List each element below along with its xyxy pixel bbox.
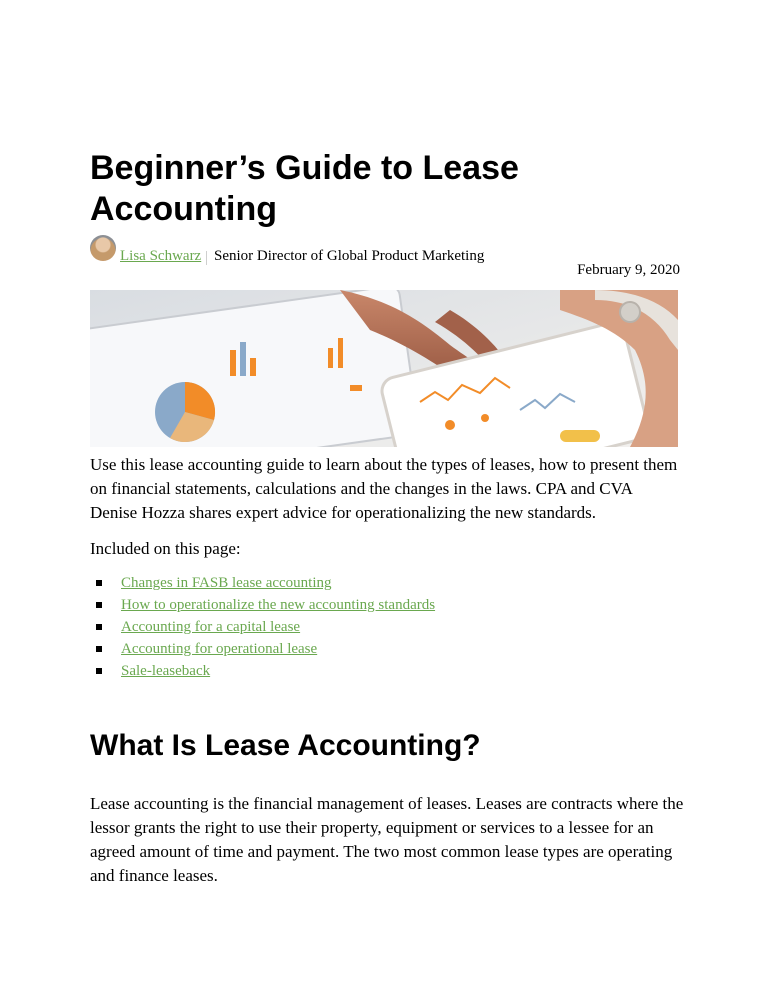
section-heading: What Is Lease Accounting? <box>90 729 481 762</box>
bullet-icon <box>96 602 102 608</box>
bullet-icon <box>96 580 102 586</box>
toc-link-operational-lease[interactable]: Accounting for operational lease <box>121 641 318 657</box>
author-role: Senior Director of Global Product Marketing <box>214 248 485 264</box>
avatar <box>90 235 116 261</box>
bullet-icon <box>96 668 102 674</box>
intro-paragraph: Use this lease accounting guide to learn about the types of leases, how to present them on financial statements, calculations and the changes in the laws. CPA and CVA Denise Hozza shares expert advice for operationalizing the new standards. <box>90 455 678 522</box>
publish-date: February 9, 2020 <box>577 262 680 278</box>
section-body: Lease accounting is the financial management of leases. Leases are contracts where the lessor grants the right to use their property, equipment or services to a lessee for an agreed amount of time and payment. The two most common lease types are operating and finance leases. <box>90 794 684 885</box>
hero-image <box>90 290 678 447</box>
bullet-icon <box>96 646 102 652</box>
toc-link-operationalize[interactable]: How to operationalize the new accounting standards <box>121 597 436 613</box>
toc-link-capital-lease[interactable]: Accounting for a capital lease <box>121 619 301 635</box>
author-link[interactable]: Lisa Schwarz <box>120 248 202 264</box>
tablet-phone-chart-photo <box>90 290 678 447</box>
byline-divider <box>206 251 207 265</box>
toc-link-fasb-changes[interactable]: Changes in FASB lease accounting <box>121 575 332 591</box>
included-label: Included on this page: <box>90 539 241 558</box>
page-title: Beginner’s Guide to Lease Accounting <box>90 149 519 228</box>
bullet-icon <box>96 624 102 630</box>
toc-link-sale-leaseback[interactable]: Sale-leaseback <box>121 663 211 679</box>
